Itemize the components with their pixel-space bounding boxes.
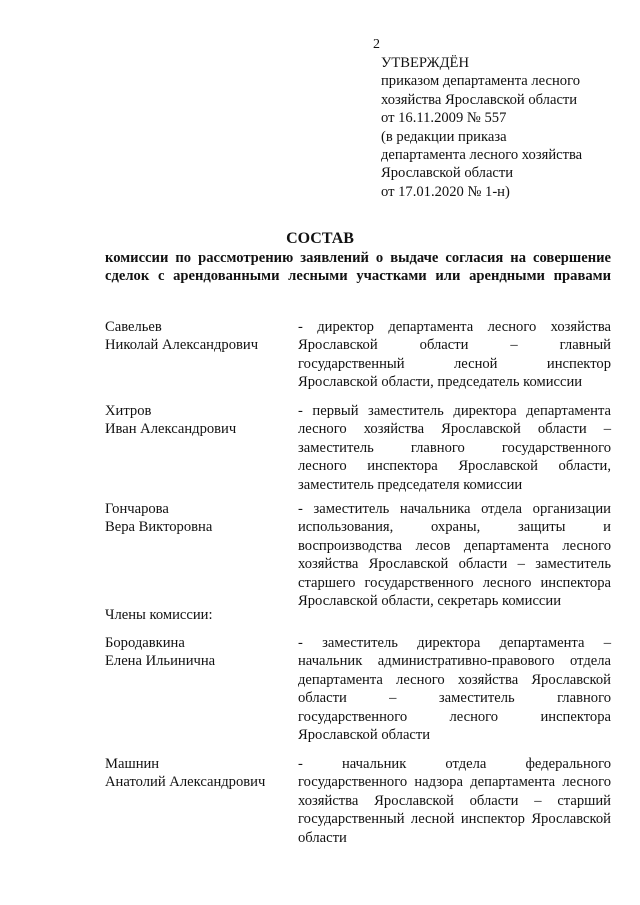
member-role bbox=[298, 755, 611, 847]
member-role bbox=[298, 500, 611, 610]
approval-line: от 16.11.2009 № 557 bbox=[381, 110, 507, 127]
member-role bbox=[298, 402, 611, 494]
subtitle-line: сделок с арендованными лесными участками или арендными правами bbox=[105, 267, 611, 284]
subtitle-line: комиссии по рассмотрению заявлений о выдаче согласия на совершение bbox=[105, 250, 611, 266]
role-line: государственного надзора департамента лесного bbox=[298, 774, 611, 791]
role-line: Ярославской области bbox=[298, 727, 431, 744]
role-line: - директор департамента лесного хозяйства bbox=[298, 319, 611, 335]
document-title: СОСТАВ bbox=[286, 230, 354, 247]
approval-line: УТВЕРЖДЁН bbox=[381, 55, 469, 71]
document-subtitle bbox=[105, 250, 611, 285]
member-surname: Бородавкина bbox=[105, 635, 185, 651]
member-surname: Машнин bbox=[105, 756, 160, 772]
approval-line: приказом департамента лесного bbox=[381, 73, 581, 90]
member-given-names: Анатолий Александрович bbox=[105, 774, 266, 791]
role-line: заместитель главного государственного bbox=[298, 439, 611, 456]
role-line: государственного лесного инспектора bbox=[298, 708, 611, 725]
approval-line: Ярославской области bbox=[381, 165, 514, 182]
role-line: - первый заместитель директора департамента bbox=[298, 403, 611, 419]
role-line: - заместитель начальника отдела организации bbox=[298, 501, 611, 517]
member-surname: Хитров bbox=[105, 403, 152, 419]
member-name bbox=[105, 634, 295, 671]
role-line: департамента лесного хозяйства Ярославской bbox=[298, 671, 611, 688]
role-line: государственный лесной инспектор Ярославской bbox=[298, 811, 611, 828]
member-role bbox=[298, 318, 611, 392]
role-line: воспроизводства лесов департамента лесного bbox=[298, 537, 611, 554]
approval-line: (в редакции приказа bbox=[381, 128, 507, 145]
role-line: хозяйства Ярославской области – старший bbox=[298, 792, 611, 809]
approval-stamp bbox=[381, 54, 621, 201]
member-given-names: Вера Викторовна bbox=[105, 519, 213, 536]
approval-line: хозяйства Ярославской области bbox=[381, 91, 578, 108]
member-name bbox=[105, 318, 295, 355]
role-line: старшего государственного лесного инспектора bbox=[298, 574, 611, 591]
role-line: государственный лесной инспектор bbox=[298, 355, 611, 372]
member-given-names: Елена Ильинична bbox=[105, 653, 216, 670]
member-given-names: Николай Александрович bbox=[105, 337, 259, 354]
role-line: использования, охраны, защиты и bbox=[298, 519, 611, 536]
page-number: 2 bbox=[373, 37, 380, 52]
approval-line: департамента лесного хозяйства bbox=[381, 147, 583, 164]
role-line: хозяйства Ярославской области – заместитель bbox=[298, 556, 611, 573]
role-line: Ярославской области, председатель комиссии bbox=[298, 374, 583, 391]
member-surname: Савельев bbox=[105, 319, 162, 335]
role-line: Ярославской области – главный bbox=[298, 337, 611, 354]
role-line: Ярославской области, секретарь комиссии bbox=[298, 593, 562, 610]
member-role bbox=[298, 634, 611, 744]
role-line: заместитель председателя комиссии bbox=[298, 476, 523, 493]
member-name bbox=[105, 500, 295, 537]
role-line: - заместитель директора департамента – bbox=[298, 635, 611, 651]
member-name bbox=[105, 755, 295, 792]
role-line: лесного инспектора Ярославской области, bbox=[298, 458, 611, 475]
members-label: Члены комиссии: bbox=[105, 607, 213, 623]
member-given-names: Иван Александрович bbox=[105, 421, 237, 438]
member-name bbox=[105, 402, 295, 439]
role-line: лесного хозяйства Ярославской области – bbox=[298, 421, 611, 438]
member-surname: Гончарова bbox=[105, 501, 169, 517]
role-line: области – заместитель главного bbox=[298, 690, 611, 707]
approval-line: от 17.01.2020 № 1-н) bbox=[381, 183, 510, 200]
role-line: области bbox=[298, 829, 347, 846]
role-line: - начальник отдела федерального bbox=[298, 756, 611, 772]
role-line: начальник административно-правового отдела bbox=[298, 653, 611, 670]
